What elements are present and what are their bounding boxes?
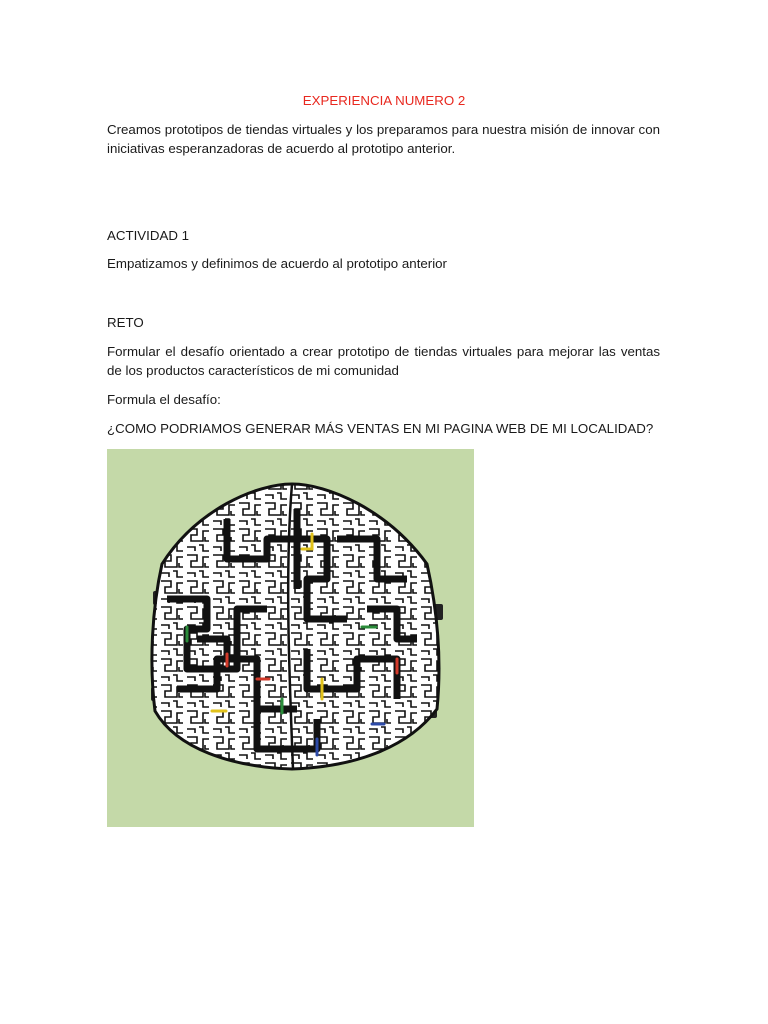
challenge-heading: RETO <box>107 315 144 330</box>
intro-paragraph: Creamos prototipos de tiendas virtuales y los preparamos para nuestra misión de innovar con iniciativas esperanzadoras de acuerdo al prototipo anterior. <box>107 122 660 156</box>
challenge-question: ¿COMO PODRIAMOS GENERAR MÁS VENTAS EN MI PAGINA WEB DE MI LOCALIDAD? <box>107 421 654 436</box>
activity-heading: ACTIVIDAD 1 <box>107 228 190 243</box>
face-mask-illustration <box>107 449 474 827</box>
challenge-text: Formular el desafío orientado a crear prototipo de tiendas virtuales para mejorar las ventas de los productos característicos de mi comunidad <box>107 344 660 378</box>
page-title: EXPERIENCIA NUMERO 2 <box>302 93 466 108</box>
mask-photo <box>107 449 474 827</box>
formula-label: Formula el desafío: <box>107 392 221 407</box>
activity-text: Empatizamos y definimos de acuerdo al prototipo anterior <box>107 256 447 271</box>
